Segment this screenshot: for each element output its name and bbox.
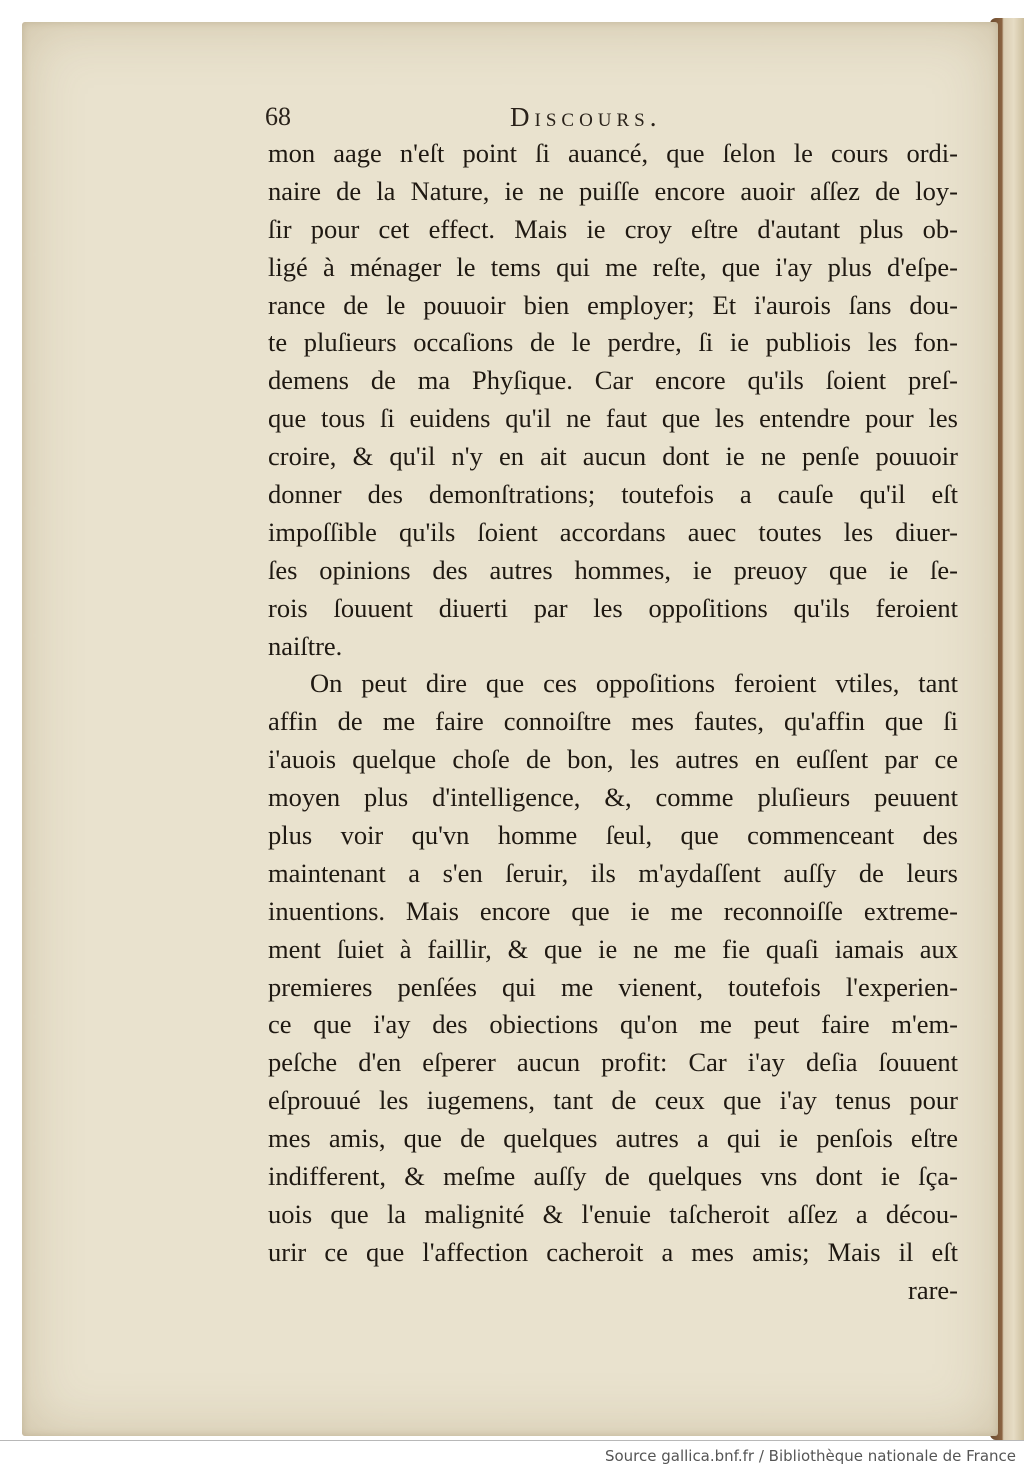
- paragraph-first-line: On peut dire que ces oppoſitions feroient vtiles, tant: [310, 668, 958, 699]
- catchword: rare-: [908, 1274, 958, 1305]
- text-line: mon aage n'eſt point ſi auancé, que ſelon le cours ordi-: [268, 138, 958, 168]
- text-line: peſche d'en eſperer aucun profit: Car i'ay deſia ſouuent: [268, 1047, 958, 1078]
- text-line: demens de ma Phyſique. Car encore qu'ils ſoient preſ-: [268, 365, 958, 396]
- text-line: rance de le pouuoir bien employer; Et i'aurois ſans dou-: [268, 289, 958, 320]
- text-line: affin de me faire connoiſtre mes fautes, qu'affin que ſi: [268, 706, 958, 737]
- text-line: ligé à ménager le tems qui me reſte, que i'ay plus d'eſpe-: [268, 251, 958, 282]
- page-number: 68: [265, 102, 291, 131]
- text-line: inuentions. Mais encore que ie me reconnoiſſe extreme-: [268, 895, 958, 926]
- source-attribution: Source gallica.bnf.fr / Bibliothèque nationale de France: [604, 1447, 1016, 1465]
- text-line: te pluſieurs occaſions de le perdre, ſi ie publiois les fon-: [268, 327, 958, 358]
- text-line: plus voir qu'vn homme ſeul, que commenceant des: [268, 820, 958, 851]
- text-line: ſir pour cet effect. Mais ie croy eſtre d'autant plus ob-: [268, 213, 958, 244]
- body-text: [268, 135, 958, 1310]
- text-line: donner des demonſtrations; toutefois a cauſe qu'il eſt: [268, 479, 958, 510]
- text-line: impoſſible qu'ils ſoient accordans auec toutes les diuer-: [268, 516, 958, 547]
- text-line: i'auois quelque choſe de bon, les autres en euſſent par ce: [268, 744, 958, 775]
- text-line: rois ſouuent diuerti par les oppoſitions qu'ils feroient: [268, 592, 958, 623]
- text-line: croire, & qu'il n'y en ait aucun dont ie ne penſe pouuoir: [268, 441, 958, 472]
- text-line: mes amis, que de quelques autres a qui ie penſois eſtre: [268, 1123, 958, 1154]
- running-head-title: Discours.: [510, 102, 662, 132]
- running-head: [265, 100, 965, 134]
- source-footer: [0, 1440, 1024, 1472]
- text-line: que tous ſi euidens qu'il ne faut que les entendre pour les: [268, 403, 958, 434]
- text-line: premieres penſées qui me vienent, toutefois l'experien-: [268, 971, 958, 1002]
- text-line: ſes opinions des autres hommes, ie preuoy que ie ſe-: [268, 554, 958, 585]
- text-line: urir ce que l'affection cacheroit a mes amis; Mais il eſt: [268, 1236, 958, 1267]
- text-line: naire de la Nature, ie ne puiſſe encore auoir aſſez de loy-: [268, 175, 958, 206]
- text-line: moyen plus d'intelligence, &, comme pluſieurs peuuent: [268, 782, 958, 813]
- text-line: maintenant a s'en ſeruir, ils m'aydaſſent auſſy de leurs: [268, 857, 958, 888]
- text-line: indifferent, & meſme auſſy de quelques vns dont ie ſça-: [268, 1161, 958, 1192]
- text-line: ce que i'ay des obiections qu'on me peut faire m'em-: [268, 1009, 958, 1040]
- paragraph-end-line: naiſtre.: [268, 630, 343, 661]
- text-line: uois que la malignité & l'enuie taſcheroit aſſez a décou-: [268, 1198, 958, 1229]
- text-line: ment ſuiet à faillir, & que ie ne me fie quaſi iamais aux: [268, 933, 958, 964]
- text-line: eſprouué les iugemens, tant de ceux que i'ay tenus pour: [268, 1085, 958, 1116]
